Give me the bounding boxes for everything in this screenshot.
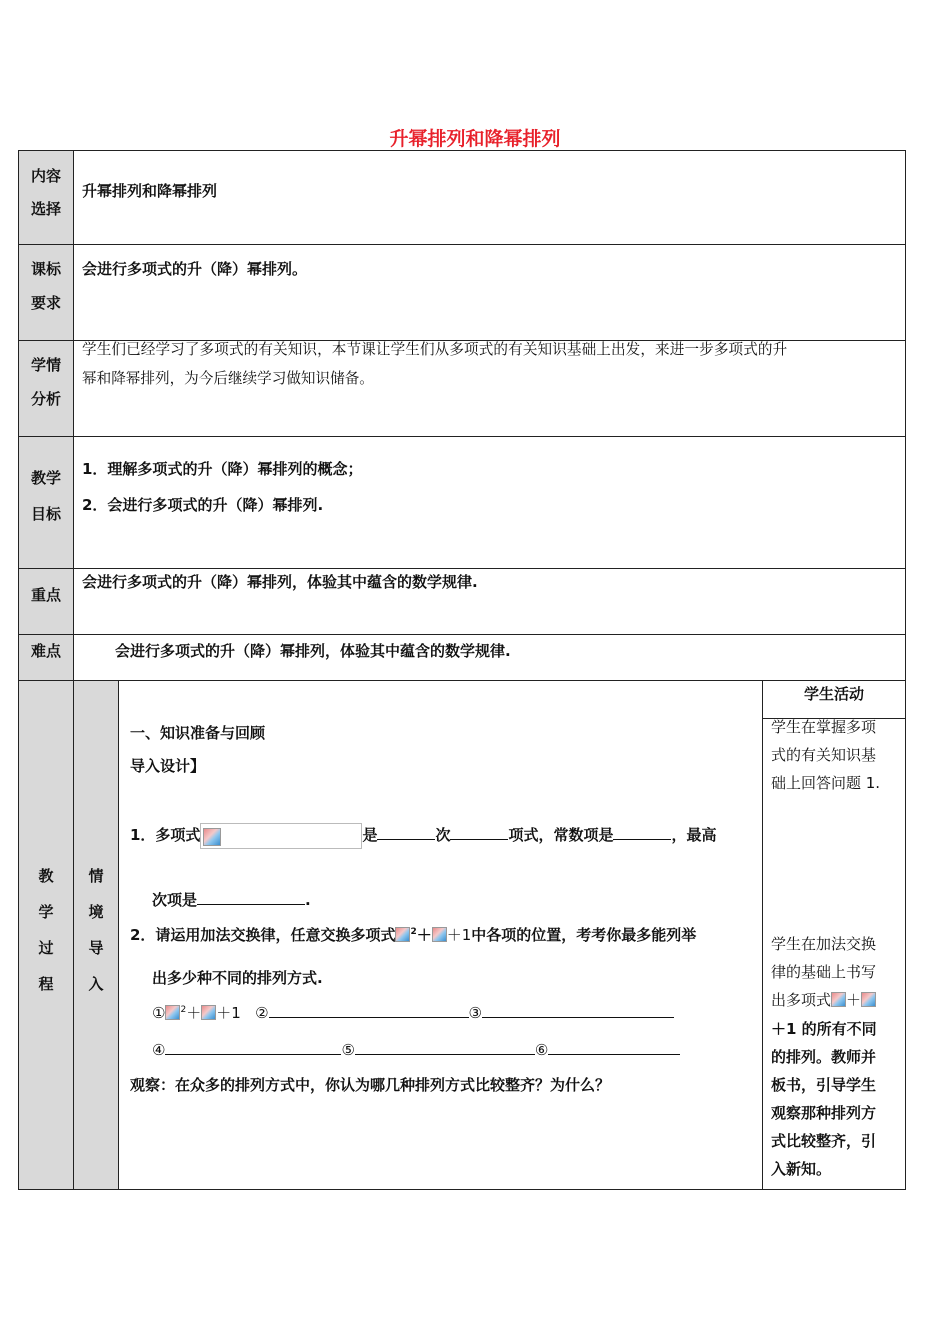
option-6-blank[interactable] xyxy=(548,1038,680,1055)
goals-line-1: 1．理解多项式的升（降）幂排列的概念； xyxy=(82,460,363,478)
key-text: 会进行多项式的升（降）幂排列，体验其中蕴含的数学规律. xyxy=(82,573,478,591)
question-1 xyxy=(130,820,717,850)
content-label-2: 选择 xyxy=(30,200,61,218)
goals-line-2: 2．会进行多项式的升（降）幂排列. xyxy=(82,496,324,514)
q2-plus-one: ＋1 xyxy=(446,926,472,944)
option-3-blank[interactable] xyxy=(482,1001,674,1018)
question-2 xyxy=(130,917,696,950)
standard-label-2: 要求 xyxy=(30,294,61,312)
student-activity-header: 学生活动 xyxy=(803,685,864,703)
broken-image-icon xyxy=(432,927,447,942)
student-note-2-line-4: ＋1 的所有不同 xyxy=(771,1020,877,1038)
q1-prefix: 1．多项式 xyxy=(130,826,201,844)
process-label-char-3: 过 xyxy=(38,939,54,957)
question-2-line-2: 出多少种不同的排列方式. xyxy=(152,969,323,987)
stage-char-2: 境 xyxy=(88,903,104,921)
content-label-1: 内容 xyxy=(30,167,61,185)
student-note-2-line-2: 律的基础上书写 xyxy=(771,963,877,981)
q1-line2: 次项是 xyxy=(152,891,198,909)
process-label-char-1: 教 xyxy=(38,867,54,885)
analysis-line-2: 幂和降幂排列，为今后继续学习做知识储备。 xyxy=(82,370,374,387)
difficulty-text: 会进行多项式的升（降）幂排列，体验其中蕴含的数学规律. xyxy=(115,642,511,660)
standard-text: 会进行多项式的升（降）幂排列。 xyxy=(82,260,308,278)
section-title: 一、知识准备与回顾 xyxy=(130,724,266,742)
option-4-marker: ④ xyxy=(152,1041,166,1059)
broken-image-icon xyxy=(201,1005,216,1020)
answer-blank-terms[interactable] xyxy=(450,823,508,840)
stage-char-1: 情 xyxy=(88,867,104,885)
option-1-exponent: 2 xyxy=(180,1005,187,1015)
stage-char-3: 导 xyxy=(88,939,104,957)
stage-char-4: 入 xyxy=(88,975,104,993)
goals-label-1: 教学 xyxy=(30,469,61,487)
student-note-2-line-3 xyxy=(771,986,876,1014)
broken-image-icon xyxy=(395,927,410,942)
student-note-2-line-9: 入新知。 xyxy=(771,1160,832,1178)
page-title: 升幂排列和降幂排列 xyxy=(389,128,561,150)
broken-image-icon xyxy=(861,992,876,1007)
goals-label-2: 目标 xyxy=(30,505,61,523)
content-text: 升幂排列和降幂排列 xyxy=(82,182,218,200)
student-note-2-line-1: 学生在加法交换 xyxy=(771,935,877,953)
analysis-label-2: 分析 xyxy=(30,390,61,408)
q1-terms: 项式，常数项是 xyxy=(508,826,614,844)
option-1-plus: ＋ xyxy=(186,1004,202,1022)
options-row-1 xyxy=(152,995,674,1028)
q2-plus: ＋ xyxy=(416,926,432,944)
broken-image-icon xyxy=(831,992,846,1007)
option-2-marker: ② xyxy=(255,1004,269,1022)
student-note-2-line-7: 观察那种排列方 xyxy=(771,1104,877,1122)
student-note-2-prefix: 出多项式 xyxy=(771,991,832,1009)
student-note-2-line-5: 的排列。教师并 xyxy=(771,1048,877,1066)
standard-label-1: 课标 xyxy=(30,260,61,278)
answer-blank-degree[interactable] xyxy=(377,823,435,840)
difficulty-label: 难点 xyxy=(30,642,61,660)
student-note-2-line-6: 板书，引导学生 xyxy=(771,1076,877,1094)
process-label-char-4: 程 xyxy=(38,975,54,993)
option-2-blank[interactable] xyxy=(269,1001,469,1018)
student-note-2-plus: ＋ xyxy=(846,991,862,1009)
q2-exponent: 2 xyxy=(410,927,417,937)
student-note-1-line-1: 学生在掌握多项 xyxy=(771,718,877,736)
broken-image-icon xyxy=(165,1005,180,1020)
option-1-plus-one: ＋1 xyxy=(216,1004,241,1022)
student-note-1-line-2: 式的有关知识基 xyxy=(771,746,877,764)
student-note-2-line-8: 式比较整齐，引 xyxy=(771,1132,877,1150)
option-5-blank[interactable] xyxy=(355,1038,535,1055)
option-4-blank[interactable] xyxy=(165,1038,341,1055)
answer-blank-constant[interactable] xyxy=(613,823,671,840)
answer-blank-highest[interactable] xyxy=(197,888,305,905)
q2-suffix: 中各项的位置，考考你最多能列举 xyxy=(471,926,697,944)
option-5-marker: ⑤ xyxy=(341,1041,355,1059)
q1-degree: 次 xyxy=(435,826,451,844)
option-3-marker: ③ xyxy=(468,1004,482,1022)
option-6-marker: ⑥ xyxy=(534,1041,549,1059)
observe-question: 观察：在众多的排列方式中，你认为哪几种排列方式比较整齐？为什么？ xyxy=(130,1076,611,1094)
student-note-1-line-3: 础上回答问题 1. xyxy=(771,774,881,792)
q1-is: 是 xyxy=(362,826,378,844)
formula-image xyxy=(200,823,362,849)
q2-prefix: 2．请运用加法交换律，任意交换多项式 xyxy=(130,926,396,944)
q1-end: . xyxy=(305,891,311,909)
process-label-char-2: 学 xyxy=(38,903,54,921)
question-1-line-2 xyxy=(152,885,311,915)
options-row-2 xyxy=(152,1035,680,1065)
analysis-line-1: 学生们已经学习了多项式的有关知识，本节课让学生们从多项式的有关知识基础上出发，来进一步多项式的升 xyxy=(82,341,788,358)
intro-design: 导入设计】 xyxy=(130,757,206,775)
key-label: 重点 xyxy=(30,586,61,604)
option-1-marker: ① xyxy=(152,1004,166,1022)
analysis-label-1: 学情 xyxy=(30,356,61,374)
broken-image-icon xyxy=(203,828,221,846)
q1-highest: ，最高 xyxy=(671,826,717,844)
